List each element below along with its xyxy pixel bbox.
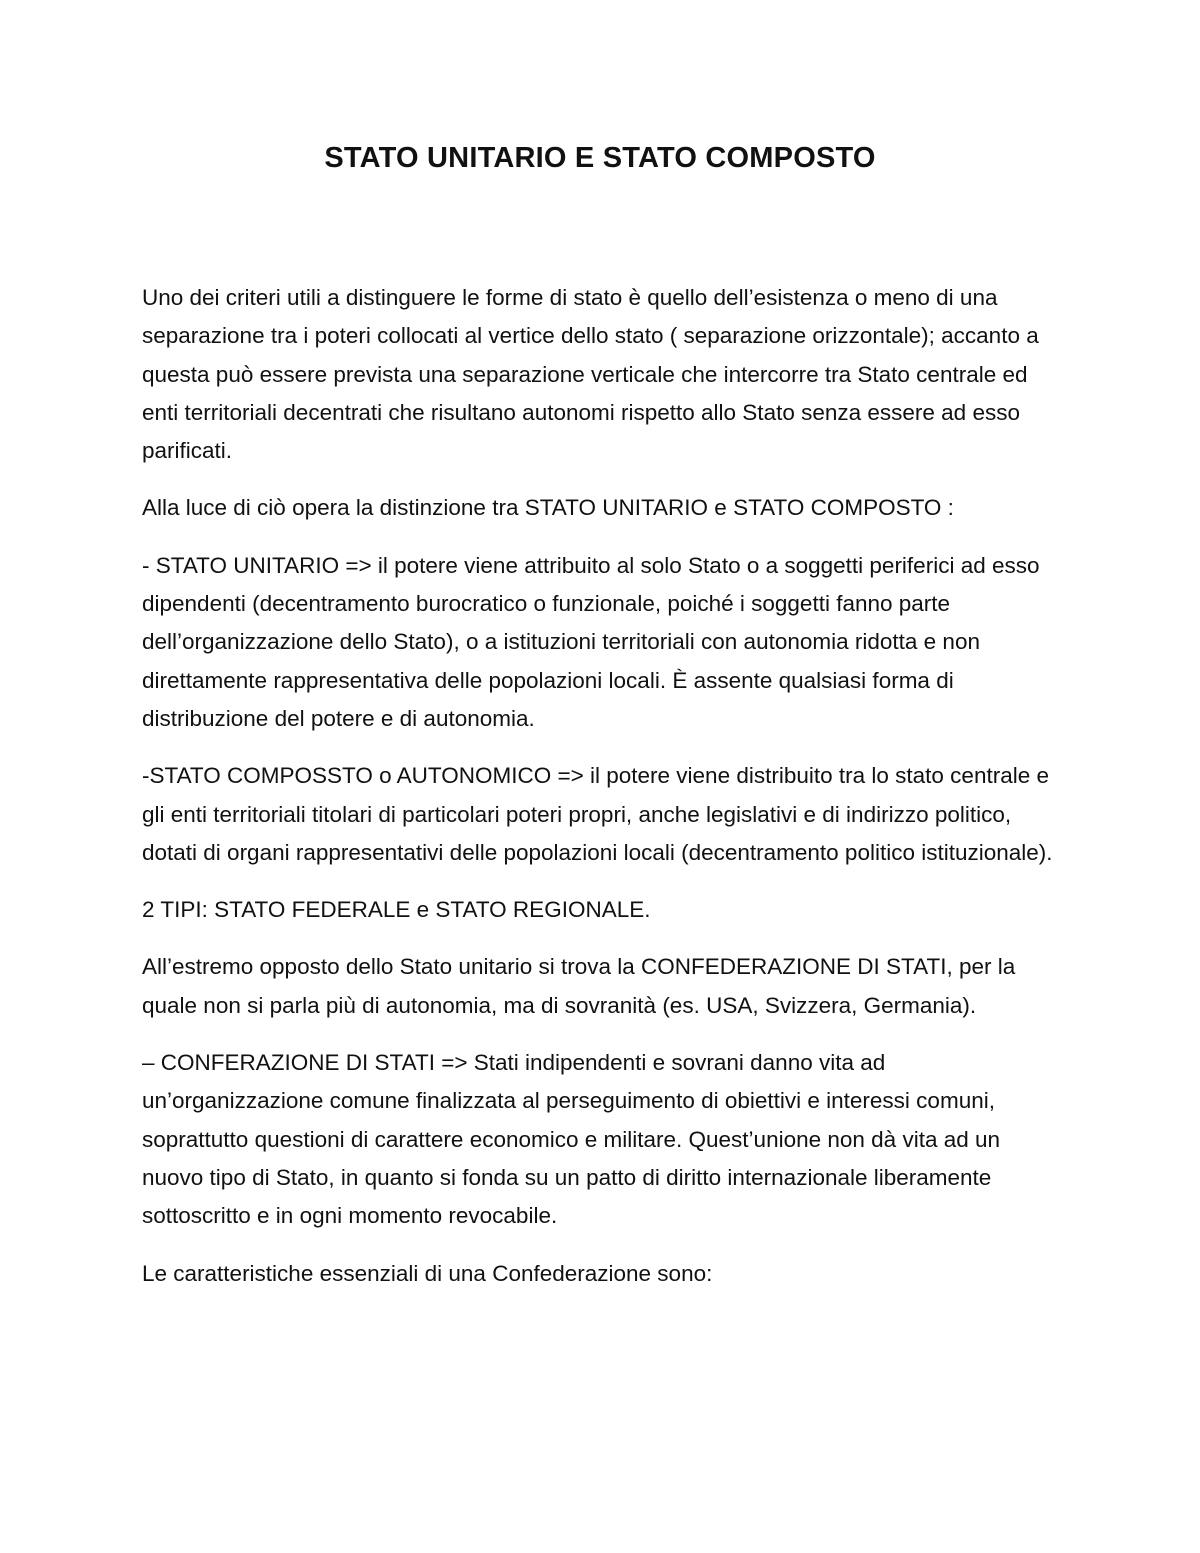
paragraph-caratteristiche: Le caratteristiche essenziali di una Confederazione sono: — [142, 1260, 713, 1286]
paragraph-stato-unitario: - STATO UNITARIO => il potere viene attribuito al solo Stato o a soggetti periferici ad esso dipendenti (decentramento burocratico o funzionale, poiché i soggetti fanno parte dell’organizzazione dello Stato), o a istituzioni territoriali con autonomia ridotta e non direttamente rappresentativa delle popolazioni locali. È assente qualsiasi forma di distribuzione del potere e di autonomia. — [142, 552, 1040, 731]
paragraph-intro: Uno dei criteri utili a distinguere le forme di stato è quello dell’esistenza o meno di una separazione tra i poteri collocati al vertice dello stato ( separazione orizzontale); accanto a questa può essere prevista una separazione verticale che intercorre tra Stato centrale ed enti territoriali decentrati che risultano autonomi rispetto allo Stato senza essere ad esso parificati. — [142, 285, 1039, 464]
paragraph-distinction: Alla luce di ciò opera la distinzione tra STATO UNITARIO e STATO COMPOSTO : — [142, 495, 954, 521]
paragraph-conferazione-definition: – CONFERAZIONE DI STATI => Stati indipendenti e sovrani danno vita ad un’organizzazione comune finalizzata al perseguimento di obiettivi e interessi comuni, soprattutto questioni di carattere economico e militare. Quest’unione non dà vita ad un nuovo tipo di Stato, in quanto si fonda su un patto di diritto internazionale liberamente sottoscritto e in ogni momento revocabile. — [142, 1050, 1001, 1229]
paragraph-tipi: 2 TIPI: STATO FEDERALE e STATO REGIONALE. — [142, 897, 651, 923]
paragraph-confederazione: All’estremo opposto dello Stato unitario si trova la CONFEDERAZIONE DI STATI, per la quale non si parla più di autonomia, ma di sovranità (es. USA, Svizzera, Germania). — [142, 954, 1016, 1018]
document-body — [142, 279, 1062, 1312]
document-title: STATO UNITARIO E STATO COMPOSTO — [324, 142, 876, 174]
paragraph-stato-composto: -STATO COMPOSSTO o AUTONOMICO => il potere viene distribuito tra lo stato centrale e gli enti territoriali titolari di particolari poteri propri, anche legislativi e di indirizzo politico, dotati di organi rappresentativi delle popolazioni locali (decentramento politico istituzionale). — [142, 763, 1053, 865]
